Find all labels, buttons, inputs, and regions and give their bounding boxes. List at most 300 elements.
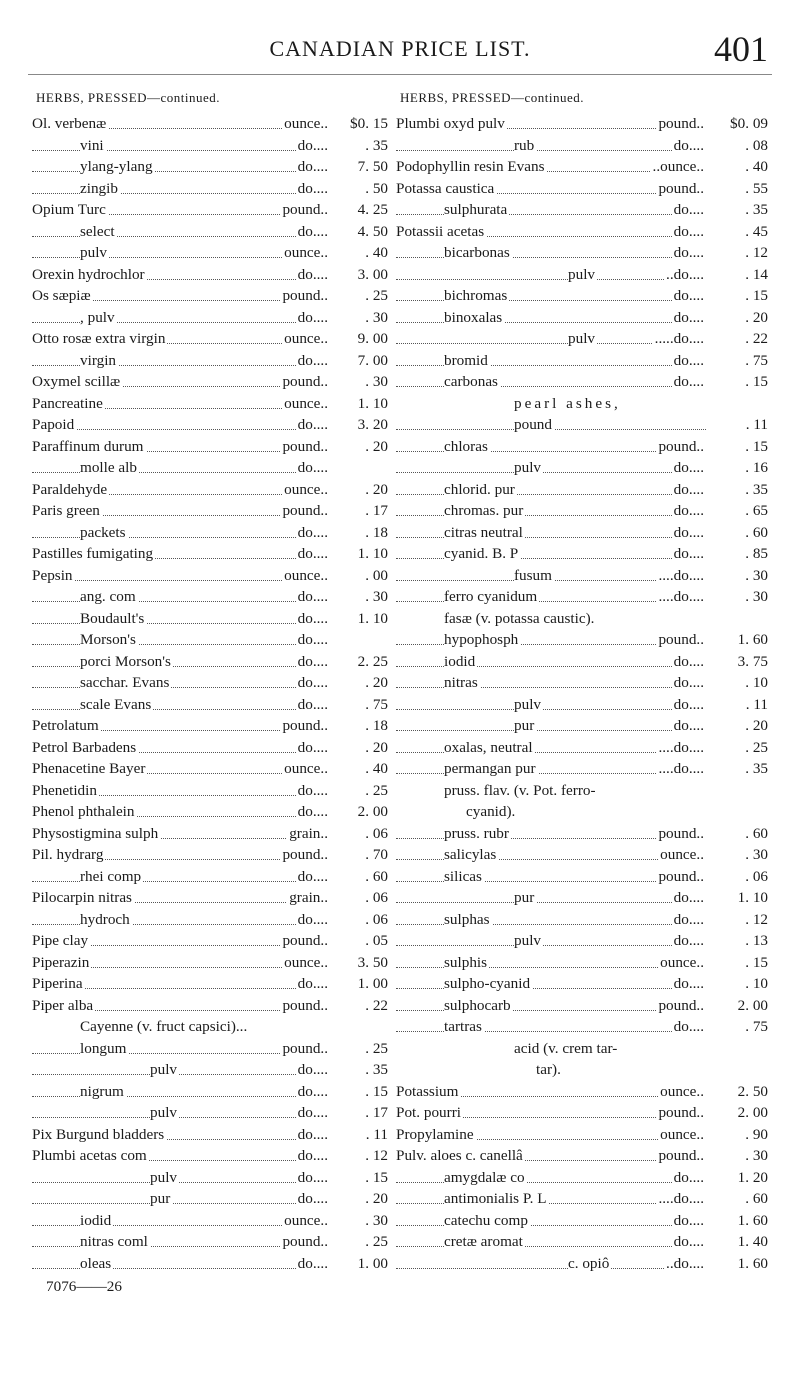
item-name: ylang-ylang — [80, 158, 153, 175]
item-price: . 25 — [365, 1233, 388, 1250]
item-name: Opium Turc — [32, 201, 106, 218]
list-item — [396, 115, 768, 137]
item-name: Pepsin — [32, 566, 73, 584]
item-name: , pulv — [80, 308, 115, 326]
item-name-cell — [396, 588, 706, 606]
item-name: Pancreatine — [32, 394, 103, 412]
item-price: . 30 — [365, 588, 388, 605]
item-price: . 11 — [745, 695, 768, 713]
list-item — [396, 352, 768, 374]
item-price: 2. 00 — [737, 996, 768, 1014]
item-price: . 22 — [745, 330, 768, 347]
list-item — [32, 266, 388, 288]
item-price: . 06 — [365, 889, 388, 906]
item-unit: ounce.. — [660, 846, 704, 863]
item-name: pulv — [514, 695, 542, 713]
item-name-cell — [396, 1212, 706, 1230]
list-item — [32, 911, 388, 933]
item-name: Paris green — [32, 502, 100, 519]
list-item — [396, 158, 768, 180]
item-unit: pound.. — [658, 437, 704, 455]
list-item — [396, 911, 768, 933]
item-name: Pot. pourri — [396, 1104, 461, 1121]
price-list — [396, 115, 768, 1276]
item-name-cell — [32, 1255, 330, 1273]
item-name-cell — [32, 352, 330, 370]
item-name: pulv — [150, 1061, 178, 1078]
item-price: . 15 — [745, 373, 768, 390]
item-name-cell — [396, 1126, 706, 1144]
item-price: 2. 50 — [737, 1082, 768, 1100]
item-unit: do.... — [297, 1190, 328, 1207]
item-unit: pound.. — [282, 996, 328, 1014]
item-price: . 18 — [365, 717, 388, 734]
list-item — [32, 1233, 388, 1255]
item-unit: do.... — [673, 222, 704, 240]
item-unit: do.... — [673, 695, 704, 713]
item-price: . 20 — [745, 308, 768, 326]
item-name-cell — [396, 825, 706, 843]
item-name-cell — [396, 610, 706, 628]
item-name: rub — [514, 136, 535, 154]
item-name: pulv — [150, 1168, 178, 1186]
list-item — [32, 201, 388, 223]
item-name: virgin — [80, 351, 117, 369]
item-price: . 12 — [365, 1147, 388, 1164]
item-name: iodid — [80, 1211, 112, 1229]
item-price: . 11 — [745, 416, 768, 433]
item-unit: pound.. — [282, 437, 328, 455]
item-name: Podophyllin resin Evans — [396, 158, 545, 175]
list-item — [396, 1126, 768, 1148]
item-name-cell — [32, 287, 330, 305]
list-item — [396, 223, 768, 245]
item-unit: do.... — [673, 523, 704, 541]
item-unit: ..ounce.. — [652, 158, 704, 175]
item-name-cell — [396, 717, 706, 735]
item-name: Paraffinum durum — [32, 437, 144, 455]
item-name-cell — [396, 739, 706, 757]
item-name-cell — [32, 868, 330, 886]
item-name: Orexin hydrochlor — [32, 265, 145, 283]
item-price: . 14 — [745, 265, 768, 283]
list-item — [32, 545, 388, 567]
item-name: Potassium — [396, 1082, 459, 1100]
item-unit: pound.. — [658, 996, 704, 1014]
item-name-cell — [32, 1233, 330, 1251]
item-price: . 15 — [745, 437, 768, 455]
item-name: pulv — [568, 265, 596, 283]
item-name-cell — [396, 223, 706, 241]
item-unit: ounce.. — [284, 953, 328, 971]
item-name-cell — [396, 1147, 706, 1165]
item-unit: do.... — [297, 588, 328, 605]
item-price: 2. 25 — [357, 652, 388, 670]
item-name: silicas — [444, 867, 482, 885]
item-name-cell — [396, 1169, 706, 1187]
item-name: Piper alba — [32, 996, 94, 1014]
item-price: . 20 — [365, 674, 388, 691]
item-price: . 20 — [365, 437, 388, 455]
item-unit: ..do.... — [666, 265, 704, 283]
item-name: pulv — [150, 1104, 178, 1121]
item-name-cell — [396, 395, 706, 413]
item-name-cell — [32, 115, 330, 133]
list-item — [32, 1061, 388, 1083]
item-name-cell — [32, 803, 330, 821]
list-item — [396, 1233, 768, 1255]
item-price: . 12 — [745, 244, 768, 261]
list-item — [396, 610, 768, 632]
list-item — [32, 954, 388, 976]
list-item — [32, 438, 388, 460]
list-item — [32, 803, 388, 825]
list-item — [396, 825, 768, 847]
item-name-cell — [396, 1083, 706, 1101]
item-unit: do.... — [297, 1254, 328, 1272]
item-unit: do.... — [297, 867, 328, 885]
item-unit: pound.. — [282, 373, 328, 390]
item-name-cell — [32, 545, 330, 563]
list-item — [396, 502, 768, 524]
item-name-cell — [396, 158, 706, 176]
list-item — [396, 545, 768, 567]
item-unit: ....do.... — [658, 588, 704, 605]
list-item — [396, 1083, 768, 1105]
item-name-cell — [32, 889, 330, 907]
item-name: Petrolatum — [32, 717, 99, 734]
list-item — [396, 201, 768, 223]
list-item — [396, 524, 768, 546]
list-item — [32, 1040, 388, 1062]
item-price: . 30 — [745, 846, 768, 863]
item-unit: pound.. — [282, 201, 328, 218]
item-unit: do.... — [297, 416, 328, 433]
item-price: . 20 — [365, 1190, 388, 1207]
item-name-cell — [32, 373, 330, 391]
list-item — [32, 1147, 388, 1169]
item-name-cell — [32, 158, 330, 176]
list-item — [32, 739, 388, 761]
list-item — [396, 868, 768, 890]
item-name: sulphurata — [444, 201, 508, 218]
list-item — [396, 803, 768, 825]
item-name-cell — [32, 1212, 330, 1230]
item-name-cell — [396, 502, 706, 520]
list-item — [32, 567, 388, 589]
item-name-cell — [396, 244, 706, 262]
item-name-cell — [32, 1104, 330, 1122]
item-name-cell — [396, 846, 706, 864]
item-unit: do.... — [297, 158, 328, 175]
item-name: Phenol phthalein — [32, 803, 135, 820]
list-item — [32, 631, 388, 653]
list-item — [396, 395, 768, 417]
item-name: Morson's — [80, 631, 136, 648]
item-unit: pound.. — [282, 1233, 328, 1250]
item-name-cell — [396, 330, 706, 348]
item-unit: do.... — [297, 803, 328, 820]
item-price: . 25 — [365, 781, 388, 799]
item-name: Oxymel scillæ — [32, 373, 121, 390]
item-unit: do.... — [673, 910, 704, 928]
list-item — [32, 1212, 388, 1234]
item-price: . 25 — [365, 287, 388, 304]
item-name-cell — [32, 1190, 330, 1208]
item-name-cell — [32, 954, 330, 972]
list-item — [396, 137, 768, 159]
item-price: 1. 10 — [357, 609, 388, 627]
item-name: pulv — [514, 932, 542, 949]
item-unit: do.... — [673, 373, 704, 390]
item-name: Plumbi acetas com — [32, 1147, 147, 1164]
item-name: packets — [80, 523, 126, 541]
list-item — [396, 416, 768, 438]
item-price: 3. 50 — [357, 953, 388, 971]
item-unit: do.... — [673, 545, 704, 562]
item-name: ferro cyanidum — [444, 588, 538, 605]
list-item — [396, 244, 768, 266]
item-name: sulphas — [444, 910, 490, 928]
item-unit: do.... — [673, 308, 704, 326]
item-name-cell — [396, 696, 706, 714]
item-unit: do.... — [297, 265, 328, 283]
item-name-cell — [396, 180, 706, 198]
item-name: pulv — [514, 459, 542, 476]
item-unit: do.... — [673, 674, 704, 691]
list-item — [32, 760, 388, 782]
item-name-cell — [32, 137, 330, 155]
list-item — [32, 932, 388, 954]
column-heading: HERBS, PRESSED—continued. — [36, 90, 221, 105]
item-name: pur — [150, 1190, 171, 1207]
item-price: 1. 00 — [357, 1254, 388, 1272]
item-name: Potassii acetas — [396, 222, 485, 240]
item-price: 1. 10 — [737, 889, 768, 906]
item-price: 1. 10 — [357, 394, 388, 412]
item-price: . 85 — [745, 545, 768, 562]
list-item — [32, 524, 388, 546]
item-name: nitras — [444, 674, 478, 691]
list-item — [396, 653, 768, 675]
item-unit: ..do.... — [666, 1254, 704, 1272]
item-name-cell — [32, 1083, 330, 1101]
item-unit: pound.. — [658, 824, 704, 842]
item-unit: do.... — [297, 652, 328, 670]
item-name-cell — [396, 1233, 706, 1251]
item-name-cell — [32, 782, 330, 800]
item-name: select — [80, 222, 115, 240]
item-name-cell — [396, 889, 706, 907]
item-price: . 30 — [365, 308, 388, 326]
list-item — [396, 1018, 768, 1040]
item-price: 4. 25 — [357, 201, 388, 218]
item-name: permangan pur — [444, 760, 536, 777]
item-price: . 15 — [365, 1168, 388, 1186]
item-name: nitras coml — [80, 1233, 148, 1250]
item-unit: do.... — [673, 717, 704, 734]
item-name-cell — [32, 674, 330, 692]
item-price: . 20 — [745, 717, 768, 734]
list-item — [32, 868, 388, 890]
item-price: 2. 00 — [737, 1104, 768, 1121]
item-price: . 60 — [745, 1190, 768, 1207]
item-name: hypophosph — [444, 631, 519, 648]
item-unit: ounce.. — [660, 953, 704, 971]
list-item — [32, 1083, 388, 1105]
item-name-cell — [32, 911, 330, 929]
list-item — [32, 588, 388, 610]
item-name: amygdalæ co — [444, 1168, 525, 1186]
item-name-cell — [396, 1018, 706, 1036]
list-item — [32, 889, 388, 911]
item-name-cell — [396, 524, 706, 542]
item-unit: do.... — [297, 136, 328, 154]
item-price: . 06 — [365, 910, 388, 928]
item-name-cell — [396, 760, 706, 778]
item-price: . 00 — [365, 566, 388, 584]
item-name: Ol. verbenæ — [32, 115, 107, 132]
list-item — [396, 1212, 768, 1234]
item-price: . 35 — [365, 136, 388, 154]
item-price: 7. 50 — [357, 158, 388, 175]
list-item — [32, 997, 388, 1019]
item-price: 1. 10 — [357, 545, 388, 562]
item-unit: ounce.. — [284, 330, 328, 347]
left-column — [32, 90, 388, 1296]
item-name-cell — [396, 309, 706, 327]
item-price: $0. 09 — [730, 115, 768, 132]
item-price: . 30 — [745, 1147, 768, 1164]
list-item — [396, 932, 768, 954]
item-price: . 55 — [745, 179, 768, 197]
price-list — [32, 115, 388, 1276]
list-item — [32, 137, 388, 159]
list-item — [396, 696, 768, 718]
item-unit: do.... — [673, 287, 704, 304]
item-name: Otto rosæ extra virgin — [32, 330, 166, 347]
page-number: 401 — [714, 29, 768, 69]
item-name: pulv — [568, 330, 596, 347]
item-name-cell — [32, 244, 330, 262]
item-unit: do.... — [673, 244, 704, 261]
item-price: $0. 15 — [350, 115, 388, 132]
list-item — [396, 954, 768, 976]
item-price: 3. 75 — [737, 652, 768, 670]
item-name: scale Evans — [80, 695, 152, 713]
item-name-cell — [396, 954, 706, 972]
item-price: . 25 — [745, 738, 768, 756]
item-unit: do.... — [673, 1168, 704, 1186]
list-item — [32, 115, 388, 137]
item-name: sulphis — [444, 953, 488, 971]
item-name-cell — [396, 631, 706, 649]
item-name-cell — [396, 352, 706, 370]
item-unit: pound.. — [658, 1147, 704, 1164]
item-unit: ounce.. — [660, 1125, 704, 1143]
item-name-cell — [396, 545, 706, 563]
item-name-cell — [32, 481, 330, 499]
item-unit: do.... — [297, 738, 328, 756]
item-price: . 75 — [745, 351, 768, 369]
item-price: . 35 — [745, 760, 768, 777]
list-item — [396, 287, 768, 309]
item-name-cell — [32, 653, 330, 671]
list-item — [396, 997, 768, 1019]
item-price: 1. 60 — [737, 1254, 768, 1272]
item-name-cell — [32, 932, 330, 950]
list-item — [32, 717, 388, 739]
item-name: Pilocarpin nitras — [32, 889, 132, 906]
item-name: Boudault's — [80, 609, 145, 627]
list-item — [32, 653, 388, 675]
item-name-cell — [396, 674, 706, 692]
item-name-cell — [396, 868, 706, 886]
item-unit: do.... — [297, 1104, 328, 1121]
item-name: acid (v. crem tar- — [514, 1039, 618, 1057]
item-unit: pound.. — [658, 1104, 704, 1121]
item-price: . 13 — [745, 932, 768, 949]
list-item — [396, 481, 768, 503]
item-name-cell — [32, 524, 330, 542]
item-name-cell — [32, 760, 330, 778]
list-item — [396, 266, 768, 288]
item-unit: do.... — [673, 351, 704, 369]
item-price: . 17 — [365, 502, 388, 519]
item-name-cell — [32, 739, 330, 757]
item-unit: do.... — [297, 910, 328, 928]
item-price: 3. 20 — [357, 416, 388, 433]
item-unit: do.... — [297, 975, 328, 992]
list-item — [32, 782, 388, 804]
item-unit: pound.. — [658, 631, 704, 648]
item-unit: grain.. — [289, 824, 328, 842]
item-unit: .....do.... — [654, 330, 704, 347]
item-name: cyanid. B. P — [444, 545, 519, 562]
item-unit: pound.. — [282, 717, 328, 734]
list-item — [32, 352, 388, 374]
list-item — [32, 825, 388, 847]
list-item — [396, 846, 768, 868]
item-name-cell — [32, 825, 330, 843]
item-price: . 17 — [365, 1104, 388, 1121]
item-name-cell — [396, 1061, 706, 1079]
item-name-cell — [396, 287, 706, 305]
item-name-cell — [32, 975, 330, 993]
item-name: antimonialis P. L — [444, 1190, 547, 1207]
item-price: . 30 — [365, 1211, 388, 1229]
item-price: 1. 60 — [737, 631, 768, 648]
item-unit: ounce.. — [284, 760, 328, 777]
list-item — [396, 975, 768, 997]
list-item — [396, 1104, 768, 1126]
signature-mark: 7076——26 — [46, 1278, 122, 1295]
running-head — [28, 30, 772, 75]
item-name: Physostigmina sulph — [32, 824, 159, 842]
item-unit: ....do.... — [658, 566, 704, 584]
item-name-cell — [32, 1126, 330, 1144]
list-item — [396, 567, 768, 589]
item-unit: do.... — [297, 222, 328, 240]
item-price: . 90 — [745, 1125, 768, 1143]
item-name: Petrol Barbadens — [32, 738, 137, 756]
item-name-cell — [396, 1255, 706, 1273]
list-item — [32, 1018, 388, 1040]
item-name: cretæ aromat — [444, 1233, 523, 1250]
item-name-cell — [32, 717, 330, 735]
item-price: . 40 — [365, 760, 388, 777]
item-name-cell — [396, 975, 706, 993]
